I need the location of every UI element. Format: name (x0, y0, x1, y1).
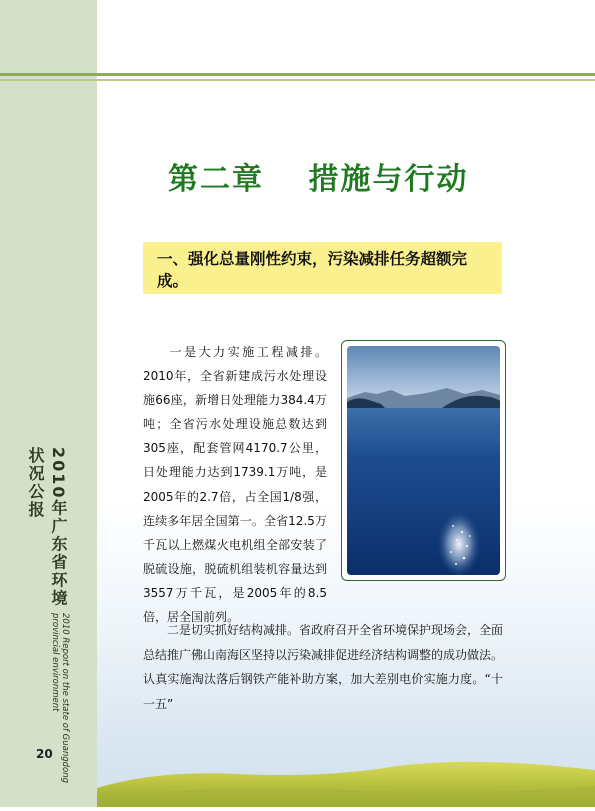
paragraph-1 (143, 340, 327, 629)
page-number: 20 (36, 747, 53, 761)
lake-photo (347, 346, 500, 575)
chapter-title: 第二章 措施与行动 (168, 162, 469, 197)
section-heading: 一、强化总量刚性约束，污染减排任务超额完成。 (157, 249, 468, 290)
paragraph-1-text: 一是大力实施工程减排。2010年，全省新建成污水处理设施66座，新增日处理能力384.4万吨；全省污水处理设施总数达到305座，配套管网4170.7公里，日处理能力达到1739.1万吨，是2005年的2.7倍，占全国1/8强，连续多年居全国第一。全省12.5万千瓦以上燃煤火电机组全部安装了脱硫设施，脱硫机组装机容量达到3557万千瓦，是2005年的8.5倍，居全国前列。 (143, 345, 327, 625)
report-title-cn: 2010年广东省环境状况公报 (26, 447, 68, 608)
section-heading-box (143, 242, 502, 294)
photo-frame (341, 340, 506, 581)
paragraph-2 (143, 618, 503, 716)
paragraph-2-text: 二是切实抓好结构减排。省政府召开全省环境保护现场会，全面总结推广佛山南海区坚持以污染减排促进经济结构调整的成功做法。认真实施淘汰落后钢铁产能补助方案，加大差别电价实施力度。“十一五” (143, 623, 504, 711)
report-title-en: 2010 Report on the state of Guangdong provincial environment (50, 613, 70, 784)
header-rule (97, 70, 595, 86)
rapeseed-field-image (97, 740, 595, 807)
